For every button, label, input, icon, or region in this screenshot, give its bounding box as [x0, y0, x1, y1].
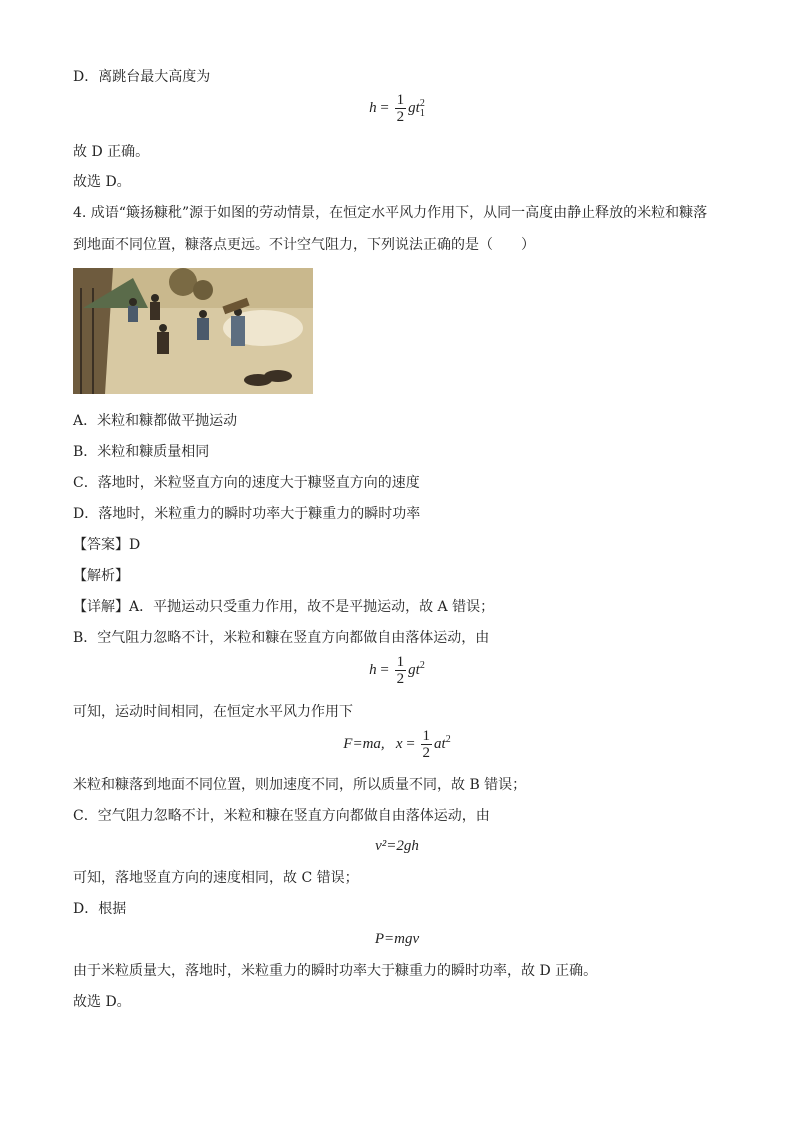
detail-d: D．根据	[73, 901, 127, 917]
formula-free-fall: h = $\frac{1}{2}$ $gt^2$	[369, 654, 425, 687]
q4-option-b: B．米粒和糠质量相同	[73, 444, 210, 460]
after-formula-2: 米粒和糠落到地面不同位置，则加速度不同，所以质量不同，故 B 错误；	[73, 777, 527, 793]
after-formula-1: 可知，运动时间相同，在恒定水平风力作用下	[73, 704, 353, 720]
answer: 【答案】D	[73, 537, 141, 553]
q4-stem-line1: 4. 成语“簸扬糠秕”源于如图的劳动情景，在恒定水平风力作用下，从同一高度由静止释放的米粒和糠落	[73, 205, 708, 221]
formula-power: P=mgv	[374, 931, 420, 947]
q4-option-d: D．落地时，米粒重力的瞬时功率大于糠重力的瞬时功率	[73, 506, 421, 522]
q3-fraction: $\frac{1}{2}$	[396, 92, 405, 125]
detail-b: B．空气阻力忽略不计，米粒和糠在竖直方向都做自由落体运动，由	[73, 630, 490, 646]
detail-a: 【详解】A．平抛运动只受重力作用，故不是平抛运动，故 A 错误；	[73, 599, 495, 615]
q3-choice: 故选 D。	[73, 174, 131, 190]
q3-formula: h = $\frac{1}{2}$ gt 2 1	[369, 92, 425, 125]
after-formula-3: 可知，落地竖直方向的速度相同，故 C 错误；	[73, 870, 359, 886]
formula-velocity: v²=2gh	[375, 838, 419, 854]
formula-newton: F=ma, x = $\frac{1}{2}$ $at^2$	[343, 728, 451, 761]
q4-option-a: A．米粒和糠都做平抛运动	[73, 413, 238, 429]
q4-option-c: C．落地时，米粒竖直方向的速度大于糠竖直方向的速度	[73, 475, 420, 491]
after-formula-4: 由于米粒质量大，落地时，米粒重力的瞬时功率大于糠重力的瞬时功率，故 D 正确。	[73, 963, 598, 979]
winnowing-painting	[73, 268, 313, 394]
detail-c: C．空气阻力忽略不计，米粒和糠在竖直方向都做自由落体运动，由	[73, 808, 490, 824]
q3-option-d: D．离跳台最大高度为	[73, 69, 211, 85]
analysis-heading: 【解析】	[73, 568, 129, 584]
q3-conclusion: 故 D 正确。	[73, 144, 150, 160]
q4-stem-line2: 到地面不同位置，糠落点更远。不计空气阻力，下列说法正确的是（ ）	[73, 237, 535, 253]
final-choice: 故选 D。	[73, 994, 131, 1010]
